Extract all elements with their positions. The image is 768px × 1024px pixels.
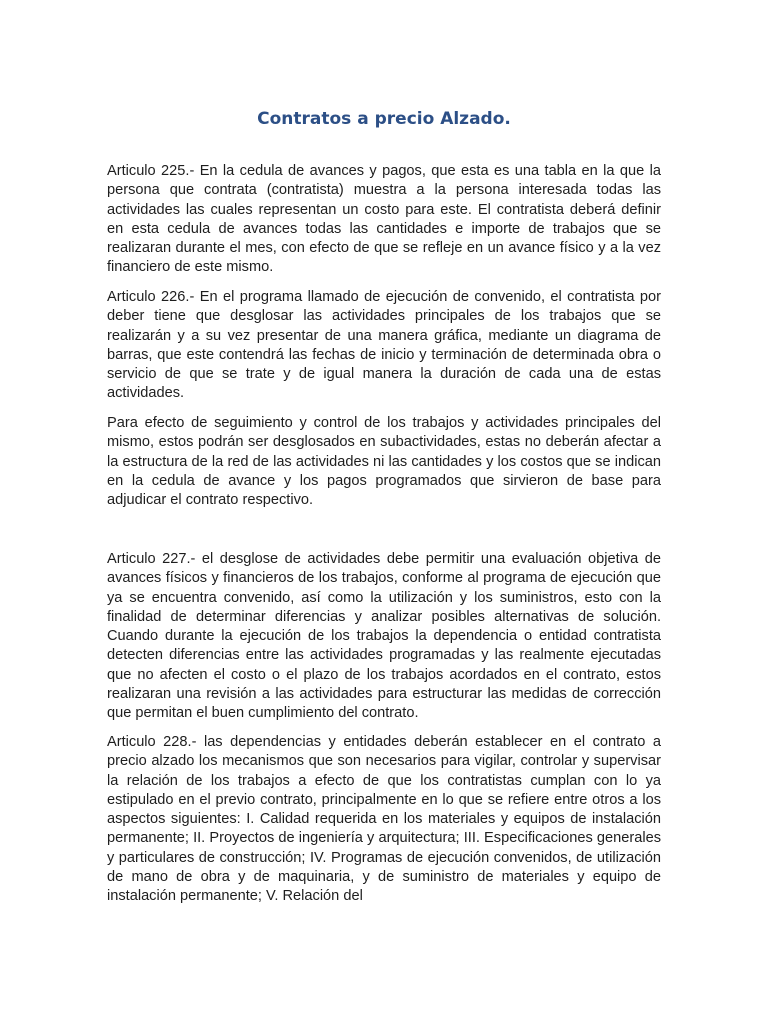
- document-title: Contratos a precio Alzado.: [257, 109, 511, 129]
- paragraph-articulo-225: Articulo 225.- En la cedula de avances y pagos, que esta es una tabla en la que la persona que contrata (contratista) muestra a la persona interesada todas las actividades las cuales representan un costo para este. El contratista deberá definir en esta cedula de avances todas las cantidades e importe de trabajos que se realizaran durante el mes, con efecto de que se refleje en un avance físico y a la vez financiero de este mismo.: [107, 163, 661, 276]
- paragraph-articulo-226: Articulo 226.- En el programa llamado de ejecución de convenido, el contratista por deber tiene que desglosar las actividades principales de los trabajos que se realizarán y a su vez presentar de una manera gráfica, mediante un diagrama de barras, que este contendrá las fechas de inicio y terminación de determinada obra o servicio de que se trate y de igual manera la duración de cada una de estas actividades.: [107, 289, 661, 402]
- paragraph-seguimiento-control: Para efecto de seguimiento y control de los trabajos y actividades principales del mismo, estos podrán ser desglosados en subactividades, estas no deberán afectar a la estructura de la red de las actividades ni las cantidades y los costos que se indican en la cedula de avance y los pagos programados que sirvieron de base para adjudicar el contrato respectivo.: [107, 415, 661, 509]
- paragraph-articulo-227: Articulo 227.- el desglose de actividades debe permitir una evaluación objetiva de avances físicos y financieros de los trabajos, conforme al programa de ejecución que ya se encuentra convenido, así como la utilización y los suministros, esto con la finalidad de determinar diferencias y analizar posibles alternativas de solución. Cuando durante la ejecución de los trabajos la dependencia o entidad contratista detecten diferencias entre las actividades programadas y las realmente ejecutadas que no afecten el costo o el plazo de los trabajos acordados en el contrato, estos realizaran una revisión a las actividades para estructurar las medidas de corrección que permitan el buen cumplimiento del contrato.: [107, 551, 661, 722]
- paragraph-articulo-228: Articulo 228.- las dependencias y entidades deberán establecer en el contrato a precio alzado los mecanismos que son necesarios para vigilar, controlar y supervisar la relación de los trabajos a efecto de que los contratistas cumplan con lo ya estipulado en el previo contrato, principalmente en lo que se refiere entre otros a los aspectos siguientes: I. Calidad requerida en los materiales y equipos de instalación permanente; II. Proyectos de ingeniería y arquitectura; III. Especificaciones generales y particulares de construcción; IV. Programas de ejecución convenidos, de utilización de mano de obra y de maquinaria, y de suministro de materiales y equipo de instalación permanente; V. Relación del: [107, 734, 661, 905]
